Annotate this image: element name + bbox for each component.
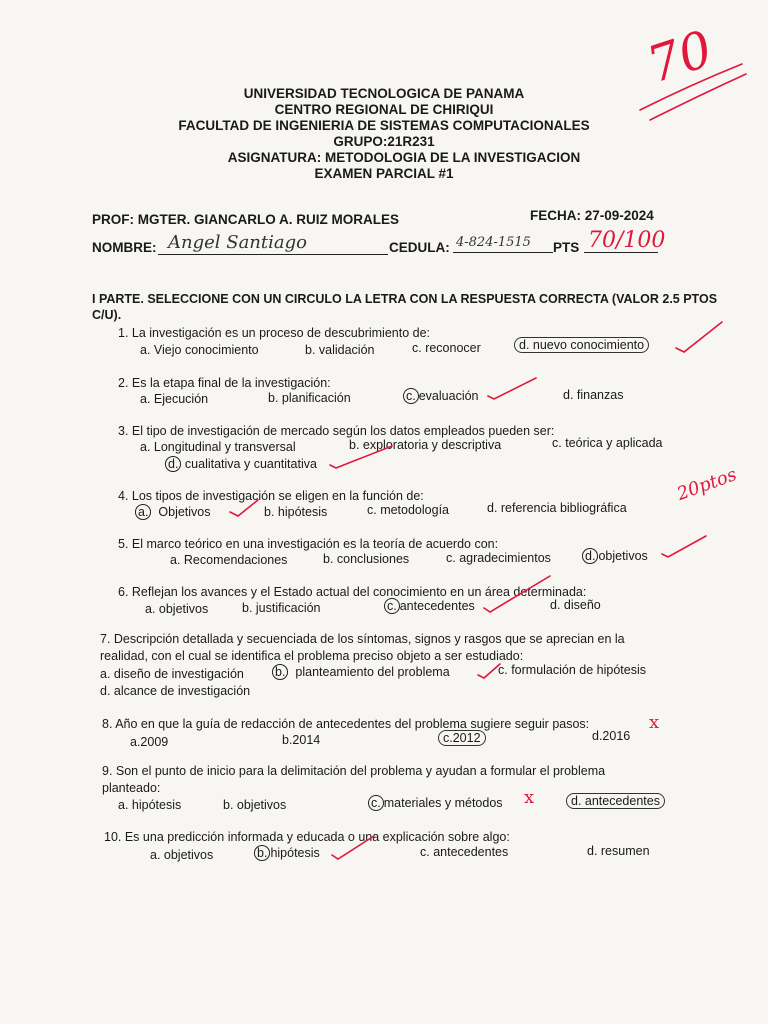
q8-option-b: b.2014 <box>282 733 321 747</box>
q5-option-d-letter: d. <box>582 548 598 564</box>
q5-option-b: b. conclusiones <box>323 552 410 566</box>
question-2: 2. Es la etapa final de la investigación: <box>118 376 331 390</box>
check-mark-q10 <box>332 836 374 859</box>
q8-option-d: d.2016 <box>592 729 631 743</box>
subject-name: ASIGNATURA: METODOLOGIA DE LA INVESTIGACION <box>227 150 581 165</box>
regional-center: CENTRO REGIONAL DE CHIRIQUI <box>274 102 494 117</box>
q8-option-c: c.2012 <box>438 730 486 746</box>
question-9: 9. Son el punto de inicio para la delimitación del problema y ayudan a formular el problema <box>102 764 606 778</box>
q1-option-a: a. Viejo conocimiento <box>140 343 259 357</box>
cedula-label: CEDULA: <box>389 240 450 255</box>
question-3: 3. El tipo de investigación de mercado según los datos empleados pueden ser: <box>118 424 555 438</box>
section-title: I PARTE. SELECCIONE CON UN CIRCULO LA LETRA CON LA RESPUESTA CORRECTA (VALOR 2.5 PTOS <box>92 292 718 306</box>
date-label: FECHA: 27-09-2024 <box>530 208 654 223</box>
points-value: 70/100 <box>588 228 666 253</box>
q6-option-d: d. diseño <box>550 598 601 612</box>
q7-option-d: d. alcance de investigación <box>100 684 251 698</box>
q3-option-c: c. teórica y aplicada <box>552 436 663 450</box>
faculty-name: FACULTAD DE INGENIERIA DE SISTEMAS COMPUTACIONALES <box>178 118 590 133</box>
q1-option-b: b. validación <box>305 343 375 357</box>
section-title-cont: C/U). <box>92 308 122 322</box>
q2-option-a: a. Ejecución <box>140 392 209 406</box>
q5-option-c: c. agradecimientos <box>446 551 551 565</box>
q8-wrong-mark: x <box>649 712 660 733</box>
q10-option-b: hipótesis <box>270 846 320 860</box>
check-mark-q4 <box>230 500 258 516</box>
q7-option-c: c. formulación de hipótesis <box>498 663 646 677</box>
cedula-value: 4-824-1515 <box>456 235 531 250</box>
q7-option-a: a. diseño de investigación <box>100 667 244 681</box>
q9-wrong-mark: x <box>524 787 535 808</box>
grade-handwritten: 70 <box>640 19 720 95</box>
question-7: 7. Descripción detallada y secuenciada de los síntomas, signos y rasgos que se aprecian en la <box>100 632 625 646</box>
check-mark-q1 <box>676 322 722 352</box>
check-mark-q7 <box>478 664 500 678</box>
q10-option-d: d. resumen <box>587 844 650 858</box>
q1-option-d: d. nuevo conocimiento <box>514 337 649 353</box>
q6-option-b: b. justificación <box>242 601 321 615</box>
question-8: 8. Año en que la guía de redacción de antecedentes del problema sugiere seguir pasos: <box>102 717 590 731</box>
q3-option-d-letter: d. <box>165 456 181 472</box>
q5-option-d: objetivos <box>598 549 648 563</box>
university-name: UNIVERSIDAD TECNOLOGICA DE PANAMA <box>243 86 525 101</box>
q4-option-c: c. metodología <box>367 503 449 517</box>
q2-option-d: d. finanzas <box>563 388 624 402</box>
q4-option-a-letter: a. <box>135 504 151 520</box>
q2-option-c-letter: c. <box>403 388 419 404</box>
question-6: 6. Reflejan los avances y el Estado actual del conocimiento en un área determinada: <box>118 585 587 599</box>
q4-option-d: d. referencia bibliográfica <box>487 501 627 515</box>
q10-option-b-letter: b. <box>254 845 270 861</box>
q8-option-a: a.2009 <box>130 735 169 749</box>
part-score-handwritten: 20ptos <box>674 464 740 505</box>
q9-option-d: d. antecedentes <box>566 793 665 809</box>
q9-option-c: materiales y métodos <box>383 796 503 810</box>
q4-option-b: b. hipótesis <box>264 505 328 519</box>
question-5: 5. El marco teórico en una investigación es la teoría de acuerdo con: <box>118 537 499 551</box>
question-7-cont: realidad, con el cual se identifica el problema preciso objeto a ser estudiado: <box>100 649 524 663</box>
check-mark-q5 <box>662 536 706 557</box>
group-code: GRUPO:21R231 <box>333 134 435 149</box>
q1-option-c: c. reconocer <box>412 341 481 355</box>
grade-underline-1 <box>640 64 742 110</box>
q3-option-b: b. exploratoria y descriptiva <box>349 438 502 452</box>
question-4: 4. Los tipos de investigación se eligen en la función de: <box>118 489 424 503</box>
q10-option-a: a. objetivos <box>150 848 214 862</box>
check-mark-q3 <box>330 446 392 468</box>
professor-label: PROF: MGTER. GIANCARLO A. RUIZ MORALES <box>92 212 399 227</box>
q9-option-a: a. hipótesis <box>118 798 182 812</box>
q7-option-b-letter: b. <box>272 664 288 680</box>
points-label: PTS <box>553 240 580 255</box>
q6-option-c: antecedentes <box>399 599 475 613</box>
question-1: 1. La investigación es un proceso de descubrimiento de: <box>118 326 430 340</box>
q3-option-d: cualitativa y cuantitativa <box>184 457 317 471</box>
question-9-cont: planteado: <box>102 781 161 795</box>
q5-option-a: a. Recomendaciones <box>170 553 288 567</box>
q4-option-a: Objetivos <box>158 505 211 519</box>
student-name: Angel Santiago <box>168 232 307 253</box>
q2-option-b: b. planificación <box>268 391 351 405</box>
name-label: NOMBRE: <box>92 240 157 255</box>
exam-title: EXAMEN PARCIAL #1 <box>314 166 454 181</box>
q6-option-c-letter: c. <box>384 598 400 614</box>
q6-option-a: a. objetivos <box>145 602 209 616</box>
q9-option-b: b. objetivos <box>223 798 287 812</box>
q10-option-c: c. antecedentes <box>420 845 509 859</box>
q3-option-a: a. Longitudinal y transversal <box>140 440 296 454</box>
q2-option-c: evaluación <box>418 389 479 403</box>
check-mark-q6 <box>484 576 550 612</box>
q9-option-c-letter: c. <box>368 795 384 811</box>
grade-underline-2 <box>650 74 746 120</box>
check-mark-q2 <box>488 378 536 399</box>
q7-option-b: planteamiento del problema <box>295 665 450 679</box>
question-10: 10. Es una predicción informada y educada o una explicación sobre algo: <box>104 830 510 844</box>
